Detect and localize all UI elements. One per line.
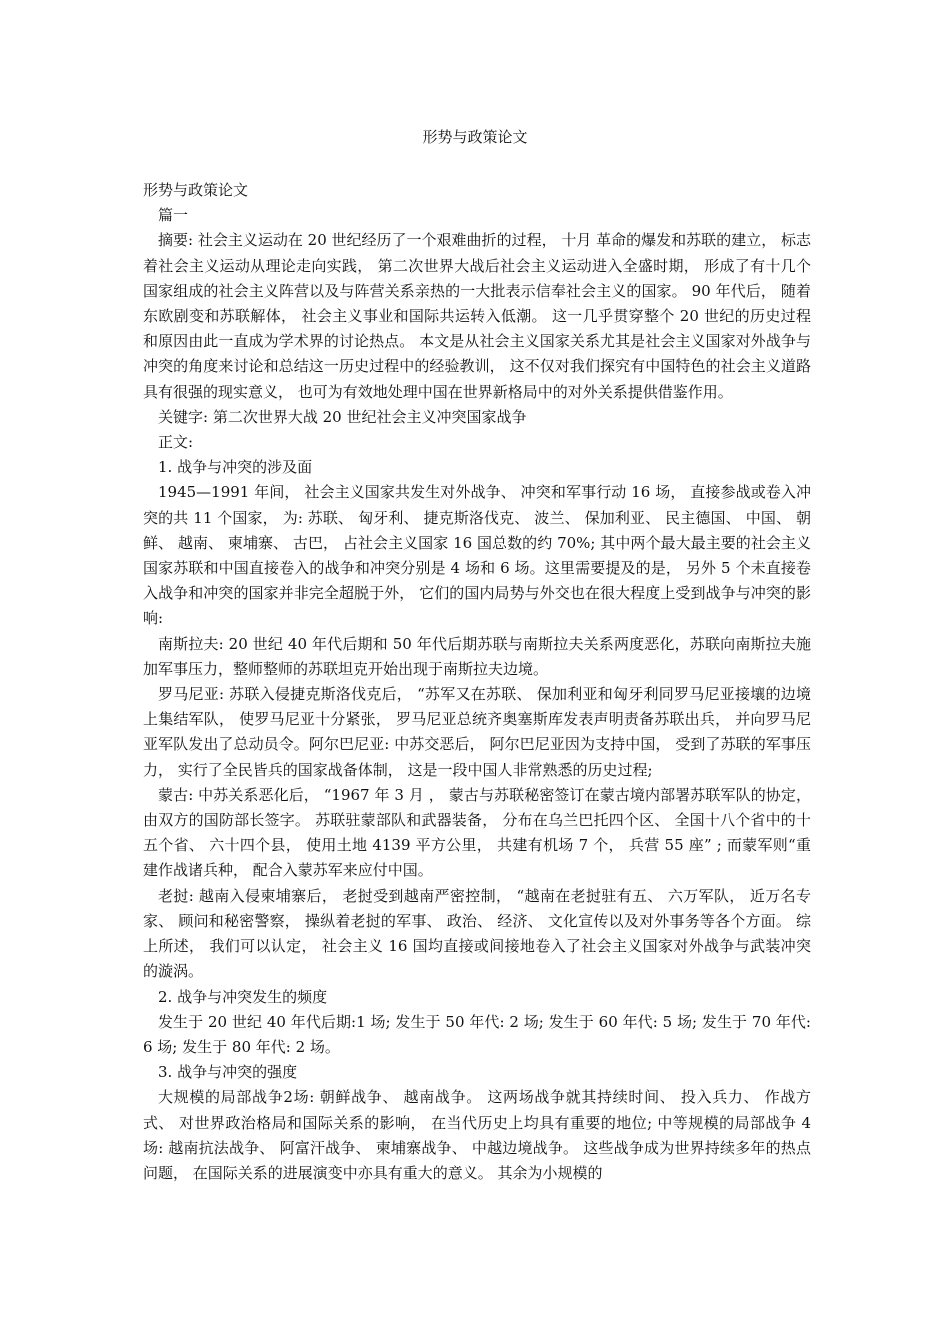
paragraph: 蒙古: 中苏关系恶化后， “1967 年 3 月 ， 蒙古与苏联秘密签订在蒙古境内部署苏联军队的协定， 由双方的国防部长签字。 苏联驻蒙部队和武器装备， 分布在乌兰巴托四个区、 全国十八个省中的十五个省、 六十四个县， 使用土地 4139 平方公里， 共建有机场 7 个， 兵营 55 座” ; 而蒙军则“重建作战诸兵种， 配合入蒙苏军来应付中国。 <box>143 785 811 880</box>
paragraph: 3. 战争与冲突的强度 <box>158 1063 298 1082</box>
paragraph: 关键字: 第二次世界大战 20 世纪社会主义冲突国家战争 <box>158 407 527 426</box>
document-title: 形势与政策论文 <box>422 128 528 146</box>
paragraph: 1. 战争与冲突的涉及面 <box>158 458 313 477</box>
paragraph: 罗马尼亚: 苏联入侵捷克斯洛伐克后， “苏军又在苏联、 保加利亚和匈牙利同罗马尼亚接壤的边境上集结军队， 使罗马尼亚十分紧张， 罗马尼亚总统齐奥塞斯库发表声明责备苏联出兵， 并向罗马尼亚军队发出了总动员令。阿尔巴尼亚: 中苏交恶后， 阿尔巴尼亚因为支持中国， 受到了苏联的军事压力， 实行了全民皆兵的国家战备体制， 这是一段中国人非常熟悉的历史过程; <box>143 685 811 779</box>
document-body <box>143 178 811 1186</box>
paragraph: 南斯拉夫: 20 世纪 40 年代后期和 50 年代后期苏联与南斯拉夫关系两度恶化，苏联向南斯拉夫施加军事压力，整师整师的苏联坦克开始出现于南斯拉夫边境。 <box>143 634 811 678</box>
paragraph: 老挝: 越南入侵柬埔寨后， 老挝受到越南严密控制， “越南在老挝驻有五、 六万军队， 近万名专家、 顾问和秘密警察， 操纵着老挝的军事、 政治、 经济、 文化宣传以及对外事务等各个方面。 综上所述， 我们可以认定， 社会主义 16 国均直接或间接地卷入了社会主义国家对外战争与武装冲突的漩涡。 <box>143 886 811 981</box>
paragraph: 形势与政策论文 <box>143 181 249 199</box>
paragraph: 摘要: 社会主义运动在 20 世纪经历了一个艰难曲折的过程， 十月 革命的爆发和苏联的建立， 标志着社会主义运动从理论走向实践， 第二次世界大战后社会主义运动进入全盛时期， 形成了有十几个国家组成的社会主义阵营以及与阵营关系亲热的一大批表示信奉社会主义的国家。 90 年代后， 随着东欧剧变和苏联解体， 社会主义事业和国际共运转入低潮。 这一几乎贯穿整个 20 世纪的历史过程和原因由此一直成为学术界的讨论热点。 本文是从社会主义国家关系尤其是社会主义国家对外战争与冲突的角度来讨论和总结这一历史过程中的经验教训， 这不仅对我们探究有中国特色的社会主义道路具有很强的现实意义， 也可为有效地处理中国在世界新格局中的对外关系提供借鉴作用。 <box>143 231 811 401</box>
paragraph: 大规模的局部战争2场: 朝鲜战争、 越南战争。 这两场战争就其持续时间、 投入兵力、 作战方式、 对世界政治格局和国际关系的影响， 在当代历史上均具有重要的地位; 中等规模的局部战争 4 场: 越南抗法战争、 阿富汗战争、 柬埔寨战争、 中越边境战争。 这些战争成为世界持续多年的热点问题， 在国际关系的进展演变中亦具有重大的意义。 其余为小规模的 <box>143 1088 811 1182</box>
paragraph: 篇一 <box>158 206 189 225</box>
paragraph: 发生于 20 世纪 40 年代后期:1 场; 发生于 50 年代: 2 场; 发生于 60 年代: 5 场; 发生于 70 年代: 6 场; 发生于 80 年代: 2 场。 <box>143 1012 811 1056</box>
paragraph: 1945—1991 年间， 社会主义国家共发生对外战争、 冲突和军事行动 16 场， 直接参战或卷入冲突的共 11 个国家， 为: 苏联、 匈牙利、 捷克斯洛伐克、 波兰、 保加利亚、 民主德国、 中国、 朝鲜、 越南、 柬埔寨、 古巴， 占社会主义国家 16 国总数的约 70%; 其中两个最大最主要的社会主义国家苏联和中国直接卷入的战争和冲突分别是 4 场和 6 场。这里需要提及的是， 另外 5 个未直接卷入战争和冲突的国家并非完全超脱于外， 它们的国内局势与外交也在很大程度上受到战争与冲突的影响: <box>143 483 811 628</box>
paragraph: 正文: <box>158 433 194 452</box>
paragraph: 2. 战争与冲突发生的频度 <box>158 987 328 1006</box>
